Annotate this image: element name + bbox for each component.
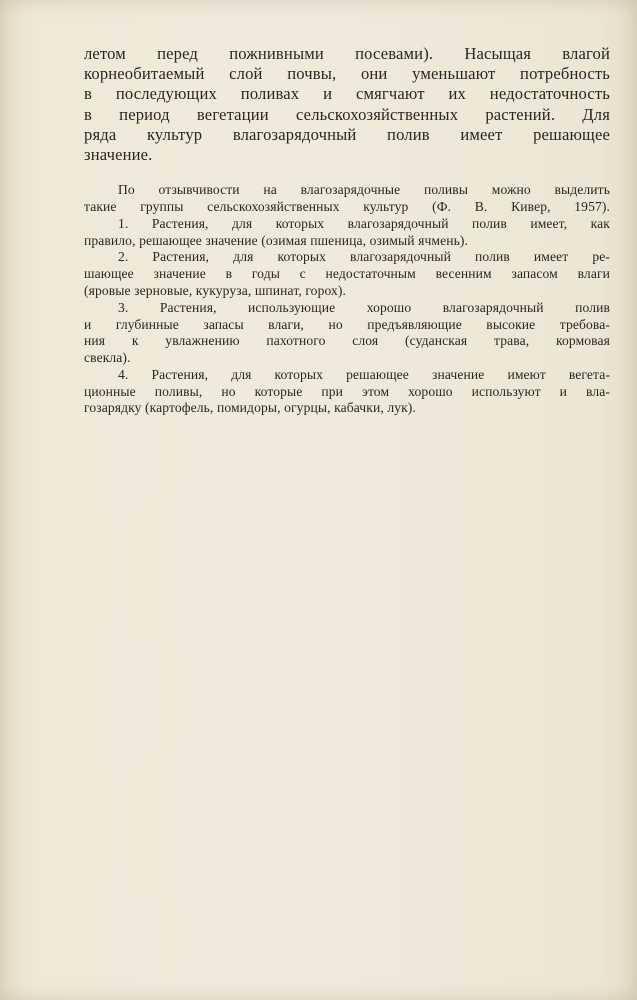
main-paragraph-line: ряда культур влагозарядочный полив имеет решающее [84, 124, 610, 144]
text-column [84, 44, 610, 417]
main-paragraph [84, 44, 610, 165]
crop-groups-section [84, 182, 610, 417]
small-text-line: 1. Растения, для которых влагозарядочный полив имеет, как [118, 215, 610, 231]
crop-groups-intro [84, 182, 610, 216]
main-paragraph-line: корнеобитаемый слой почвы, они уменьшают потребность [84, 64, 610, 84]
crop-group-1 [84, 216, 610, 250]
crop-group-2 [84, 249, 610, 299]
main-paragraph-line: значение. [84, 144, 153, 164]
small-text-line: 4. Растения, для которых решающее значение имеют вегета- [118, 366, 610, 382]
crop-group-3 [84, 300, 610, 367]
small-text-line: ционные поливы, но которые при этом хорошо используют и вла- [84, 383, 610, 399]
main-paragraph-line: в последующих поливах и смягчают их недостаточность [84, 84, 610, 104]
small-text-line: свекла). [84, 350, 131, 366]
small-text-line: правило, решающее значение (озимая пшеница, озимый ячмень). [84, 232, 469, 248]
main-paragraph-line: летом перед пожнивными посевами). Насыщая влагой [84, 44, 610, 63]
small-text-line: гозарядку (картофель, помидоры, огурцы, кабачки, лук). [84, 400, 416, 416]
main-paragraph-line: в период вегетации сельскохозяйственных растений. Для [84, 104, 610, 124]
small-text-line: По отзывчивости на влагозарядочные поливы можно выделить [118, 182, 610, 198]
small-text-line: такие группы сельскохозяйственных культур (Ф. В. Кивер, 1957). [84, 198, 610, 214]
small-text-line: 2. Растения, для которых влагозарядочный полив имеет ре- [118, 249, 610, 265]
small-text-line: (яровые зерновые, кукуруза, шпинат, горох). [84, 282, 347, 298]
small-text-line: шающее значение в годы с недостаточным весенним запасом влаги [84, 266, 610, 282]
crop-group-4 [84, 367, 610, 417]
small-text-line: ния к увлажнению пахотного слоя (суданская трава, кормовая [84, 333, 610, 349]
small-text-line: 3. Растения, использующие хорошо влагозарядочный полив [118, 299, 610, 315]
small-text-line: и глубинные запасы влаги, но предъявляющие высокие требова- [84, 316, 610, 332]
